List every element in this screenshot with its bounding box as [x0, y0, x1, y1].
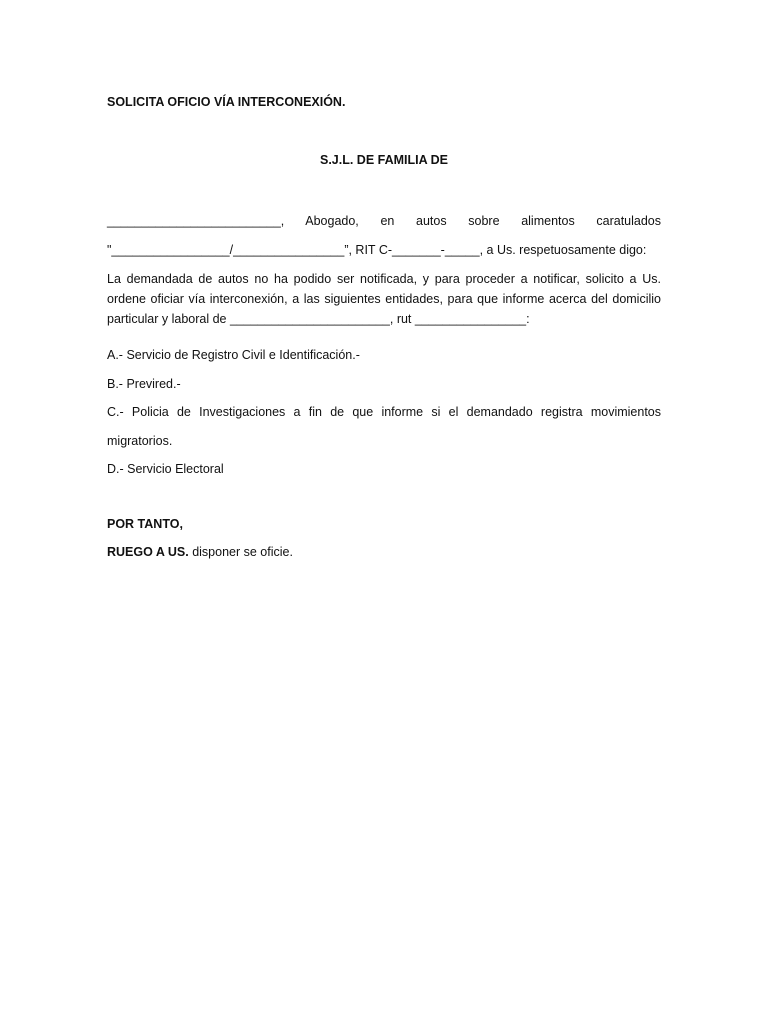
ruego-line	[107, 538, 661, 566]
entity-item-c: C.- Policia de Investigaciones a fin de que informe si el demandado registra movimientos migratorios.	[107, 405, 661, 448]
ruego-rest: disponer se oficie.	[188, 544, 293, 559]
document-heading: SOLICITA OFICIO VÍA INTERCONEXIÓN.	[107, 95, 346, 109]
closing-block	[107, 510, 661, 566]
body-paragraph: La demandada de autos no ha podido ser notificada, y para proceder a notificar, solicito a Us. ordene oficiar vía interconexión, a las siguientes entidades, para que informe acerca del domicilio particular y laboral de _______________________, rut ________________:	[107, 272, 661, 326]
entity-item-d: D.- Servicio Electoral	[107, 462, 224, 476]
por-tanto: POR TANTO,	[107, 516, 183, 531]
entity-item-a: A.- Servicio de Registro Civil e Identificación.-	[107, 348, 360, 362]
court-addressee: S.J.L. DE FAMILIA DE	[319, 153, 449, 167]
document-content	[107, 94, 661, 566]
ruego-bold: RUEGO A US.	[107, 544, 189, 559]
intro-paragraph: _________________________, Abogado, en autos sobre alimentos caratulados "_________________/________________”, RIT C-_______-_____, a Us. respetuosamente digo:	[107, 214, 661, 257]
entity-item-b: B.- Previred.-	[107, 376, 181, 391]
entity-list	[107, 341, 661, 484]
